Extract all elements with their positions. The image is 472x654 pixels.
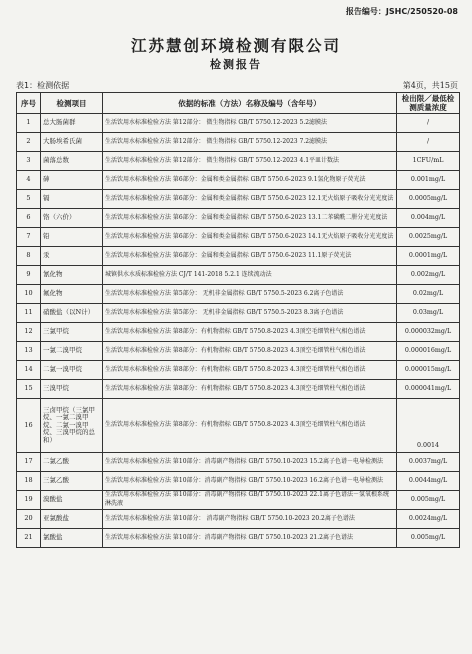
- row-number: 7: [17, 228, 41, 247]
- row-number: 14: [17, 361, 41, 380]
- standard-method: 生活饮用水标准检验方法 第12部分： 微生物指标 GB/T 5750.12-2023 5.2滤膜法: [103, 114, 397, 133]
- standard-method: 生活饮用水标准检验方法 第8部分：有机物指标 GB/T 5750.8-2023 4.3顶空毛细管柱气相色谱法: [103, 380, 397, 399]
- row-number: 3: [17, 152, 41, 171]
- test-item: 一氯二溴甲烷: [41, 342, 103, 361]
- test-item: 二氯一溴甲烷: [41, 361, 103, 380]
- row-number: 21: [17, 529, 41, 548]
- test-item: 铅: [41, 228, 103, 247]
- standard-method: 生活饮用水标准检验方法 第12部分： 微生物指标 GB/T 5750.12-2023 7.2滤膜法: [103, 133, 397, 152]
- test-item: 三氯甲烷: [41, 323, 103, 342]
- row-number: 17: [17, 453, 41, 472]
- testing-basis-table: [16, 92, 460, 548]
- row-number: 16: [17, 399, 41, 453]
- detection-limit: 0.002mg/L: [397, 266, 460, 285]
- table-header-row: [17, 93, 460, 114]
- test-item: 溴酸盐: [41, 491, 103, 510]
- column-header-standard: 依据的标准（方法）名称及编号（含年号）: [103, 93, 397, 114]
- table-row: [17, 114, 460, 133]
- table-row: [17, 510, 460, 529]
- table-row: [17, 304, 460, 323]
- row-number: 4: [17, 171, 41, 190]
- test-item: 大肠埃希氏菌: [41, 133, 103, 152]
- row-number: 9: [17, 266, 41, 285]
- row-number: 5: [17, 190, 41, 209]
- standard-method: 生活饮用水标准检验方法 第6部分：金属和类金属指标 GB/T 5750.6-2023 12.1无火焰原子吸收分光光度法: [103, 190, 397, 209]
- table-row: [17, 247, 460, 266]
- column-header-item: 检测项目: [41, 93, 103, 114]
- table-row: [17, 171, 460, 190]
- test-item: 氰化物: [41, 266, 103, 285]
- detection-limit: 0.03mg/L: [397, 304, 460, 323]
- detection-limit: 0.000015mg/L: [397, 361, 460, 380]
- table-row: [17, 152, 460, 171]
- table-row: [17, 399, 460, 453]
- table-row: [17, 491, 460, 510]
- test-item: 铬（六价）: [41, 209, 103, 228]
- table-row: [17, 453, 460, 472]
- detection-limit: 0.005mg/L: [397, 529, 460, 548]
- standard-method: 生活饮用水标准检验方法 第10部分：消毒副产物指标 GB/T 5750.10-2023 16.2离子色谱－电导检测法: [103, 472, 397, 491]
- test-item: 三卤甲烷（三氯甲烷、一氯二溴甲烷、二氯一溴甲烷、三溴甲烷的总和）: [41, 399, 103, 453]
- table-label: 表1：检测依据: [16, 81, 70, 90]
- standard-method: 生活饮用水标准检验方法 第10部分：消毒副产物指标 GB/T 5750.10-2023 21.2离子色谱法: [103, 529, 397, 548]
- row-number: 2: [17, 133, 41, 152]
- detection-limit: 0.0014: [397, 399, 460, 453]
- detection-limit: 0.000032mg/L: [397, 323, 460, 342]
- row-number: 18: [17, 472, 41, 491]
- table-row: [17, 529, 460, 548]
- row-number: 20: [17, 510, 41, 529]
- detection-limit: /: [397, 114, 460, 133]
- detection-limit: 1CFU/mL: [397, 152, 460, 171]
- test-item: 总大肠菌群: [41, 114, 103, 133]
- test-item: 三溴甲烷: [41, 380, 103, 399]
- row-number: 1: [17, 114, 41, 133]
- standard-method: 生活饮用水标准检验方法 第6部分：金属和类金属指标 GB/T 5750.6-2023 9.1氢化物原子荧光法: [103, 171, 397, 190]
- row-number: 15: [17, 380, 41, 399]
- detection-limit: 0.000016mg/L: [397, 342, 460, 361]
- row-number: 12: [17, 323, 41, 342]
- test-item: 汞: [41, 247, 103, 266]
- table-row: [17, 209, 460, 228]
- table-row: [17, 472, 460, 491]
- standard-method: 生活饮用水标准检验方法 第8部分：有机物指标 GB/T 5750.8-2023 4.3顶空毛细管柱气相色谱法: [103, 361, 397, 380]
- test-item: 镉: [41, 190, 103, 209]
- standard-method: 生活饮用水标准检验方法 第10部分：消毒副产物指标 GB/T 5750.10-2023 15.2离子色谱－电导检测法: [103, 453, 397, 472]
- page-info: 第4页，共15页: [402, 81, 458, 90]
- standard-method: 生活饮用水标准检验方法 第12部分： 微生物指标 GB/T 5750.12-2023 4.1平皿计数法: [103, 152, 397, 171]
- row-number: 10: [17, 285, 41, 304]
- standard-method: 生活饮用水标准检验方法 第8部分：有机物指标 GB/T 5750.8-2023 4.3顶空毛细管柱气相色谱法: [103, 323, 397, 342]
- standard-method: 生活饮用水标准检验方法 第10部分：消毒副产物指标 GB/T 5750.10-2023 22.1离子色谱法－氢氧根系统淋洗液: [103, 491, 397, 510]
- table-row: [17, 266, 460, 285]
- table-row: [17, 285, 460, 304]
- detection-limit: 0.0037mg/L: [397, 453, 460, 472]
- standard-method: 城镇供水水质标准检验方法 CJ/T 141-2018 5.2.1 连续流动法: [103, 266, 397, 285]
- table-row: [17, 342, 460, 361]
- row-number: 11: [17, 304, 41, 323]
- company-name: 江苏慧创环境检测有限公司: [130, 37, 341, 55]
- test-item: 砷: [41, 171, 103, 190]
- table-row: [17, 133, 460, 152]
- standard-method: 生活饮用水标准检验方法 第6部分：金属和类金属指标 GB/T 5750.6-2023 13.1二苯碳酰二肼分光光度法: [103, 209, 397, 228]
- document-title: 检测报告: [210, 58, 262, 71]
- row-number: 8: [17, 247, 41, 266]
- table-row: [17, 380, 460, 399]
- test-item: 亚氯酸盐: [41, 510, 103, 529]
- standard-method: 生活饮用水标准检验方法 第5部分： 无机非金属指标 GB/T 5750.5-2023 6.2离子色谱法: [103, 285, 397, 304]
- test-item: 硝酸盐（以N计）: [41, 304, 103, 323]
- detection-limit: 0.02mg/L: [397, 285, 460, 304]
- test-item: 氟化物: [41, 285, 103, 304]
- detection-limit: 0.001mg/L: [397, 171, 460, 190]
- standard-method: 生活饮用水标准检验方法 第8部分：有机物指标 GB/T 5750.8-2023 4.3顶空毛细管柱气相色谱法: [103, 342, 397, 361]
- detection-limit: 0.0024mg/L: [397, 510, 460, 529]
- standard-method: 生活饮用水标准检验方法 第5部分： 无机非金属指标 GB/T 5750.5-2023 8.3离子色谱法: [103, 304, 397, 323]
- detection-limit: 0.0001mg/L: [397, 247, 460, 266]
- standard-method: 生活饮用水标准检验方法 第6部分：金属和类金属指标 GB/T 5750.6-2023 11.1原子荧光法: [103, 247, 397, 266]
- table-row: [17, 361, 460, 380]
- test-item: 菌落总数: [41, 152, 103, 171]
- detection-limit: 0.004mg/L: [397, 209, 460, 228]
- row-number: 13: [17, 342, 41, 361]
- column-header-no: 序号: [17, 93, 41, 114]
- detection-limit: 0.0025mg/L: [397, 228, 460, 247]
- test-item: 二氯乙酸: [41, 453, 103, 472]
- column-header-limit: 检出限／最低检测质量浓度: [397, 93, 460, 114]
- standard-method: 生活饮用水标准检验方法 第10部分： 消毒副产物指标 GB/T 5750.10-2023 20.2离子色谱法: [103, 510, 397, 529]
- report-number: 报告编号：JSHC/250520-08: [345, 7, 458, 16]
- detection-limit: 0.005mg/L: [397, 491, 460, 510]
- row-number: 19: [17, 491, 41, 510]
- standard-method: 生活饮用水标准检验方法 第6部分：金属和类金属指标 GB/T 5750.6-2023 14.1无火焰原子吸收分光光度法: [103, 228, 397, 247]
- test-item: 氯酸盐: [41, 529, 103, 548]
- table-row: [17, 323, 460, 342]
- table-row: [17, 190, 460, 209]
- detection-limit: 0.0005mg/L: [397, 190, 460, 209]
- table-row: [17, 228, 460, 247]
- detection-limit: 0.000041mg/L: [397, 380, 460, 399]
- test-item: 三氯乙酸: [41, 472, 103, 491]
- row-number: 6: [17, 209, 41, 228]
- detection-limit: /: [397, 133, 460, 152]
- detection-limit: 0.0044mg/L: [397, 472, 460, 491]
- standard-method: 生活饮用水标准检验方法 第8部分：有机物指标 GB/T 5750.8-2023 4.3顶空毛细管柱气相色谱法: [103, 399, 397, 453]
